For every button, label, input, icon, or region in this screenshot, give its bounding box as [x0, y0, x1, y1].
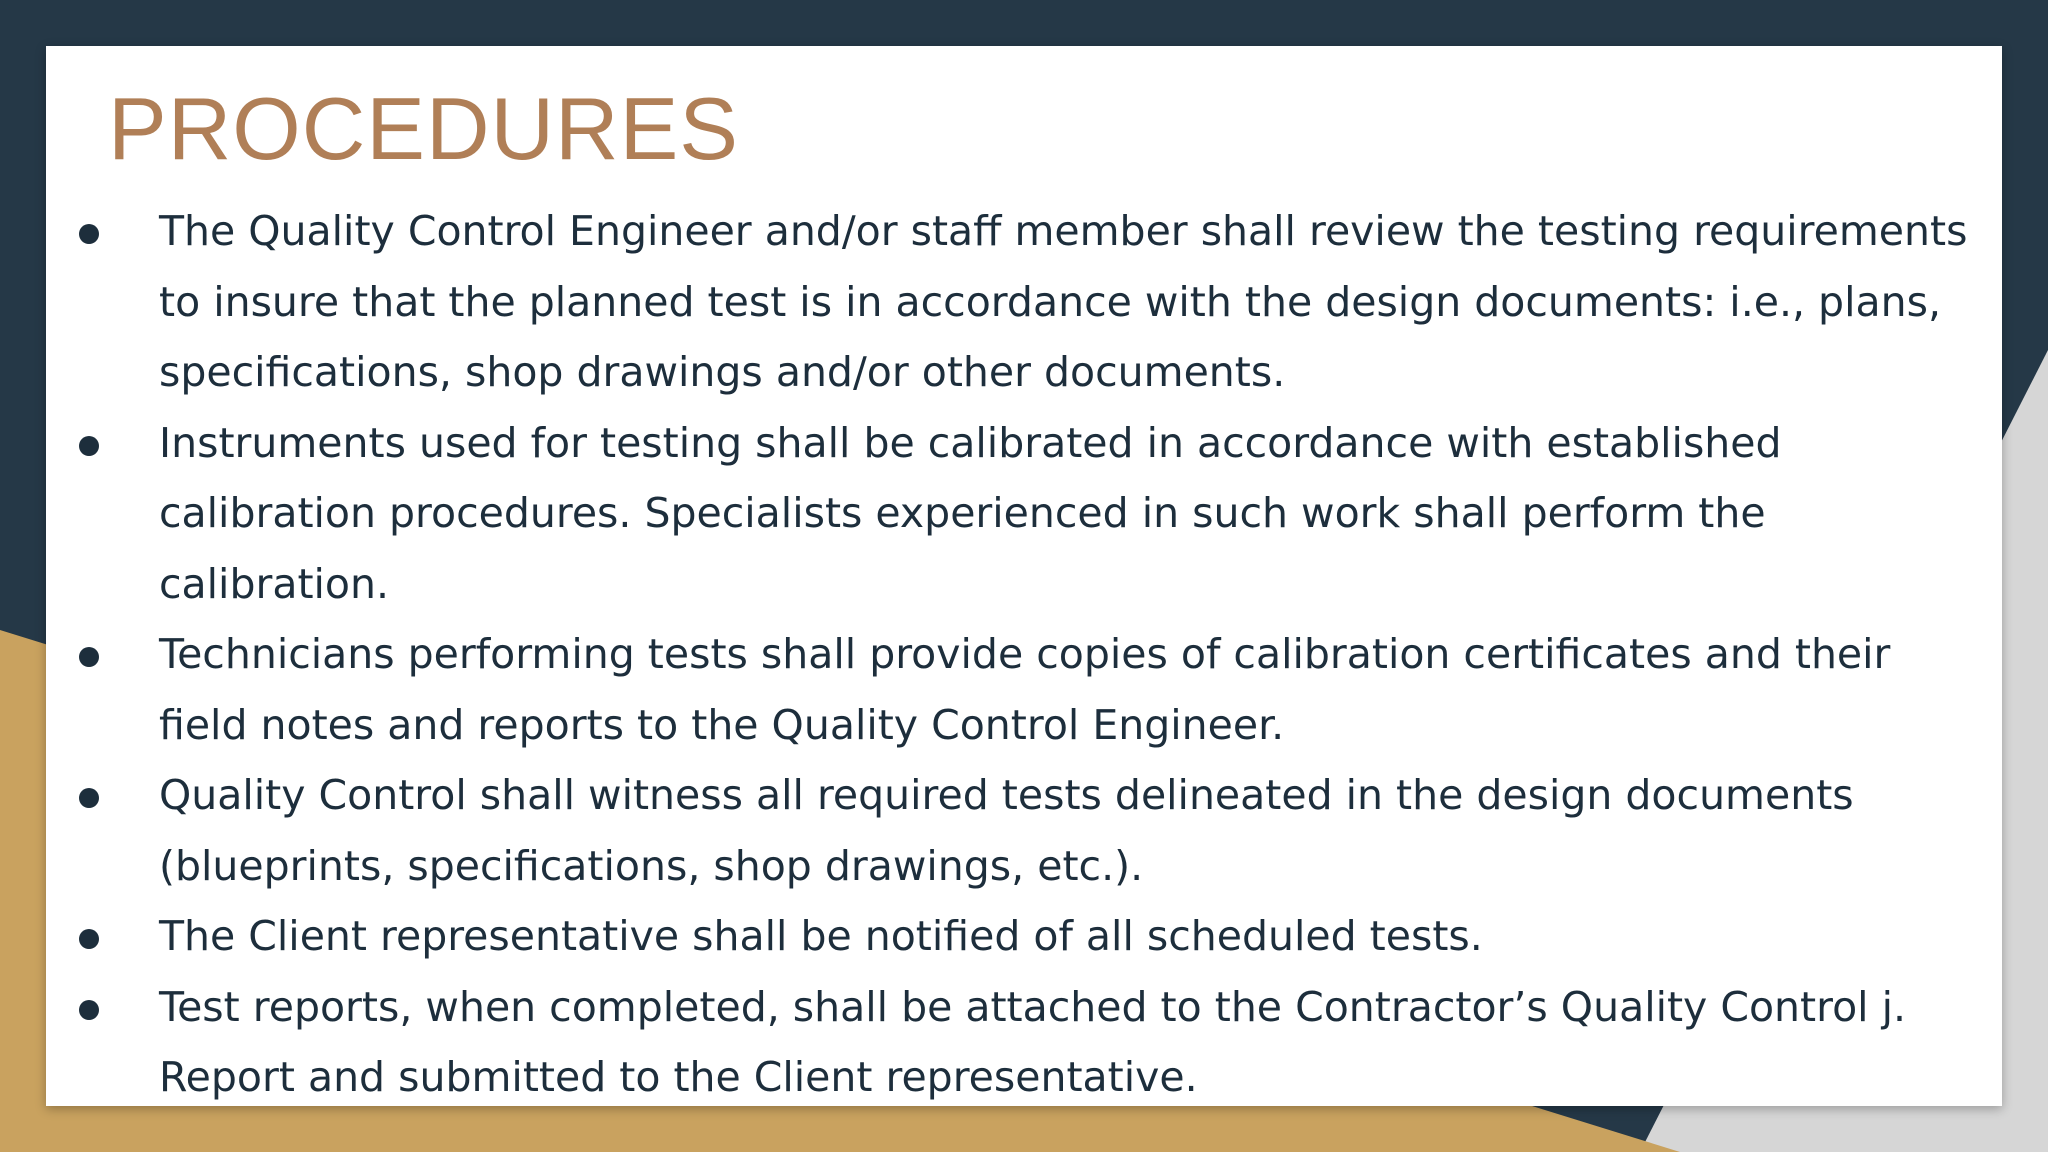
list-item: [46, 196, 2002, 408]
list-item-text: Quality Control shall witness all required tests delineated in the design documents (blueprints, specifications, shop drawings, etc.).: [159, 771, 1854, 890]
bullet-dot-icon: [79, 1000, 99, 1020]
slide-content-card: [46, 46, 2002, 1106]
bullet-dot-icon: [79, 436, 99, 456]
list-item: [46, 760, 2002, 901]
bullet-dot-icon: [79, 929, 99, 949]
list-item-text: Instruments used for testing shall be calibrated in accordance with established calibration procedures. Specialists experienced in such work shall perform the calibration.: [159, 418, 1782, 608]
slide-title: PROCEDURES: [108, 79, 739, 178]
list-item: [46, 901, 2002, 972]
list-item-text: The Client representative shall be notified of all scheduled tests.: [159, 912, 1483, 960]
bullet-dot-icon: [79, 224, 99, 244]
list-item-text: The Quality Control Engineer and/or staff member shall review the testing requirements to insure that the planned test is in accordance with the design documents: i.e., plans, specifications, shop drawings and/or other documents.: [159, 207, 1968, 396]
procedures-list: [46, 196, 2002, 1113]
bullet-dot-icon: [79, 788, 99, 808]
bullet-dot-icon: [79, 647, 99, 667]
list-item: [46, 408, 2002, 620]
list-item: [46, 619, 2002, 760]
list-item-text: Test reports, when completed, shall be attached to the Contractor’s Quality Control j. Report and submitted to the Client representative.: [159, 982, 1907, 1101]
list-item: [46, 972, 2002, 1113]
list-item-text: Technicians performing tests shall provide copies of calibration certificates and their field notes and reports to the Quality Control Engineer.: [159, 630, 1891, 749]
